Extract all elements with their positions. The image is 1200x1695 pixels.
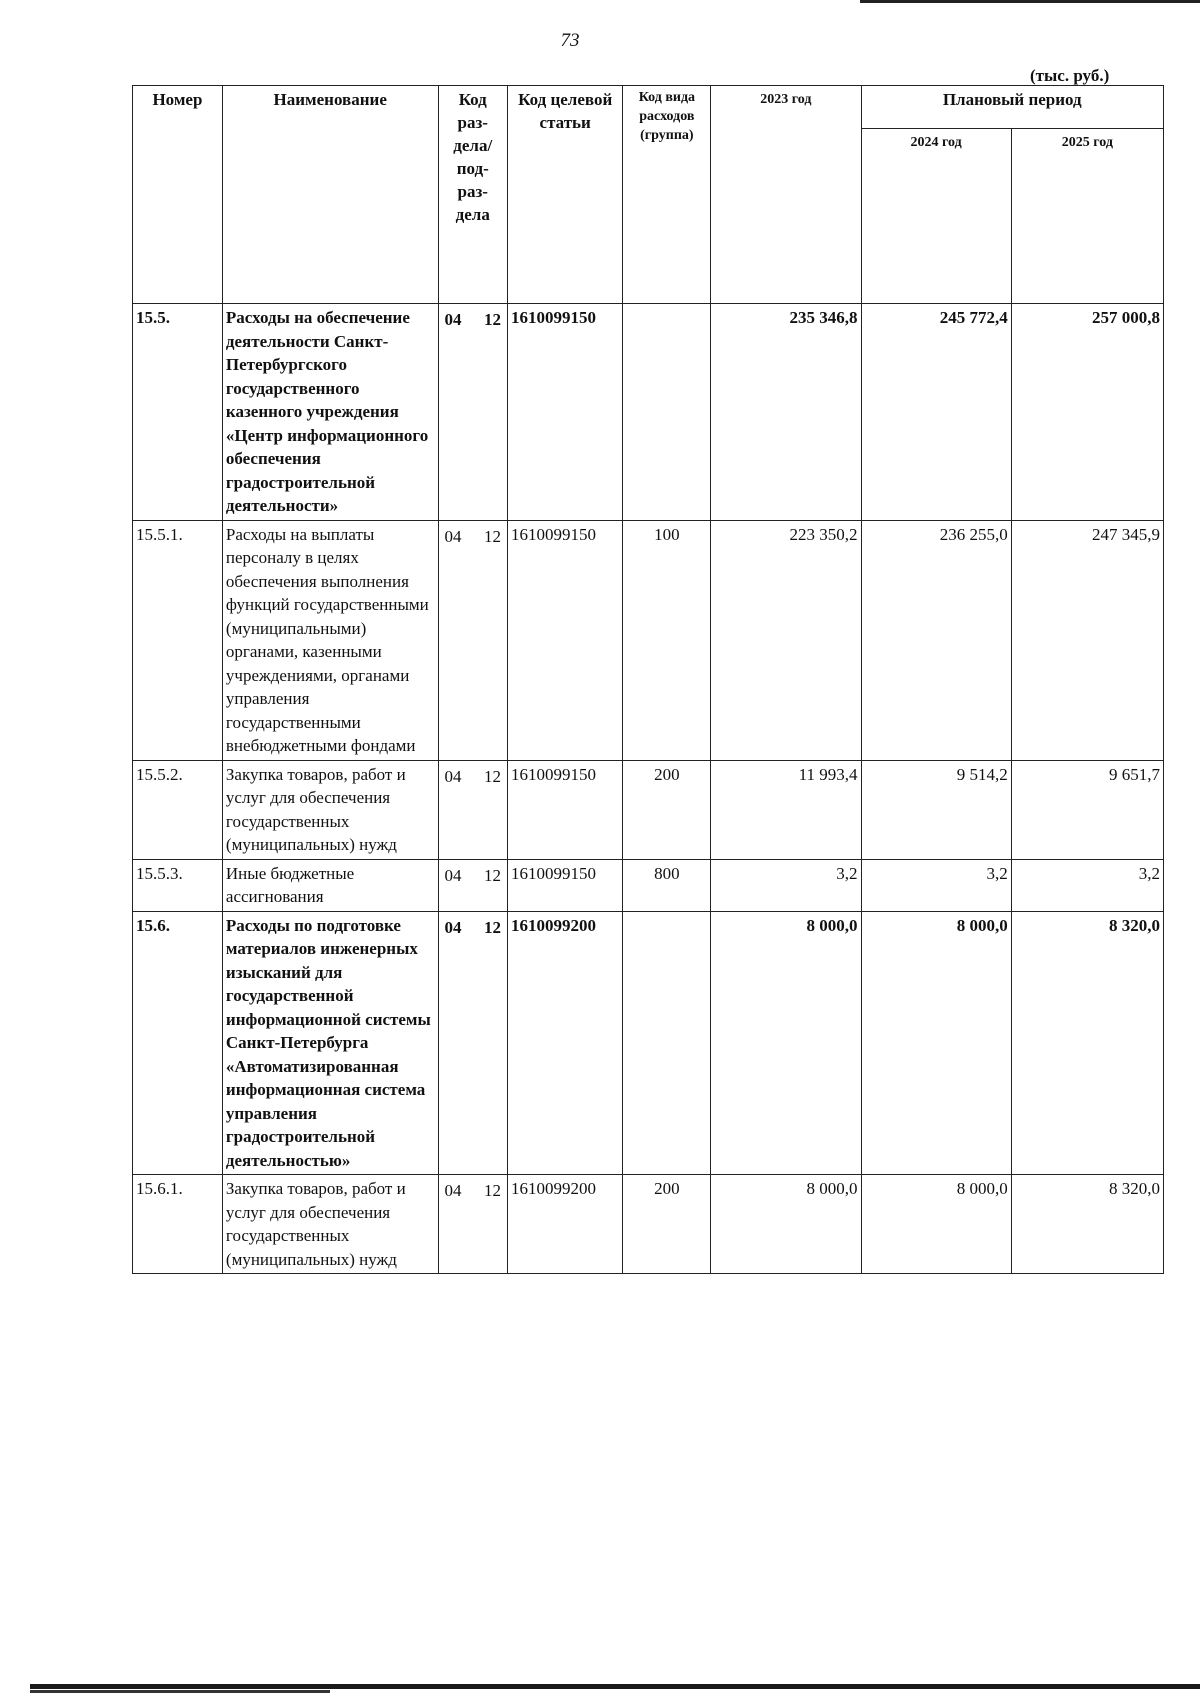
subsection-code: 12	[483, 526, 501, 546]
header-name: Наименование	[222, 86, 438, 304]
section-code-pair	[442, 1177, 504, 1205]
table-body	[133, 304, 1164, 1274]
table-row	[133, 1175, 1164, 1274]
units-label: (тыс. руб.)	[1030, 66, 1110, 85]
row-section-code	[438, 304, 507, 521]
section-code: 04	[444, 766, 462, 786]
section-code-pair	[442, 523, 504, 551]
table-row	[133, 520, 1164, 760]
row-value-2025: 8 320,0	[1011, 1175, 1163, 1274]
row-value-2025: 9 651,7	[1011, 760, 1163, 859]
row-section-code	[438, 911, 507, 1175]
row-number: 15.5.1.	[133, 520, 223, 760]
row-target-code: 1610099150	[507, 859, 622, 911]
table-row	[133, 760, 1164, 859]
row-value-2025: 3,2	[1011, 859, 1163, 911]
section-code-pair	[442, 862, 504, 890]
row-value-2025: 8 320,0	[1011, 911, 1163, 1175]
row-value-2023: 235 346,8	[711, 304, 861, 521]
header-kind-code: Код вида расходов (группа)	[623, 86, 711, 304]
row-value-2024: 8 000,0	[861, 911, 1011, 1175]
header-number: Номер	[133, 86, 223, 304]
section-code: 04	[444, 526, 462, 546]
subsection-code: 12	[483, 865, 501, 885]
section-code-pair	[442, 763, 504, 791]
section-code: 04	[444, 917, 462, 937]
table-row	[133, 859, 1164, 911]
header-target-code: Код целевой статьи	[507, 86, 622, 304]
row-number: 15.5.	[133, 304, 223, 521]
row-value-2023: 11 993,4	[711, 760, 861, 859]
subsection-code: 12	[483, 1181, 501, 1200]
section-code: 04	[444, 310, 462, 329]
row-target-code: 1610099150	[507, 760, 622, 859]
row-value-2025: 247 345,9	[1011, 520, 1163, 760]
top-rule	[860, 0, 1200, 3]
row-kind-code: 100	[623, 520, 711, 760]
row-section-code	[438, 520, 507, 760]
row-value-2023: 8 000,0	[711, 911, 861, 1175]
header-plan-period: Плановый период	[861, 86, 1164, 129]
row-value-2023: 3,2	[711, 859, 861, 911]
section-code-pair	[442, 914, 504, 942]
row-kind-code: 200	[623, 760, 711, 859]
row-value-2024: 245 772,4	[861, 304, 1011, 521]
row-value-2025: 257 000,8	[1011, 304, 1163, 521]
bottom-rule-secondary	[30, 1690, 330, 1693]
row-section-code	[438, 859, 507, 911]
row-name: Иные бюджетные ассигнования	[222, 859, 438, 911]
row-section-code	[438, 1175, 507, 1274]
row-kind-code: 800	[623, 859, 711, 911]
row-kind-code	[623, 304, 711, 521]
budget-table	[132, 85, 1164, 1274]
header-year-2023: 2023 год	[711, 86, 861, 304]
row-number: 15.6.1.	[133, 1175, 223, 1274]
row-name: Расходы на выплаты персоналу в целях обеспечения выполнения функций государственными (муниципальными) органами, казенными учреждениями, органами управления государственными внебюджетными фондами	[222, 520, 438, 760]
row-number: 15.5.3.	[133, 859, 223, 911]
header-year-2025: 2025 год	[1011, 129, 1163, 304]
row-value-2024: 8 000,0	[861, 1175, 1011, 1274]
row-value-2023: 8 000,0	[711, 1175, 861, 1274]
section-code: 04	[444, 865, 462, 885]
row-section-code	[438, 760, 507, 859]
row-kind-code	[623, 911, 711, 1175]
row-kind-code: 200	[623, 1175, 711, 1274]
row-target-code: 1610099150	[507, 520, 622, 760]
page-number: 73	[560, 30, 580, 51]
row-value-2024: 236 255,0	[861, 520, 1011, 760]
bottom-rule	[30, 1684, 1200, 1689]
row-target-code: 1610099200	[507, 911, 622, 1175]
subsection-code: 12	[483, 766, 501, 786]
section-code-pair	[442, 306, 504, 334]
subsection-code: 12	[483, 310, 501, 329]
table-row	[133, 304, 1164, 521]
header-row	[133, 86, 1164, 129]
table-row	[133, 911, 1164, 1175]
row-name: Закупка товаров, работ и услуг для обеспечения государственных (муниципальных) нужд	[222, 760, 438, 859]
row-number: 15.5.2.	[133, 760, 223, 859]
row-value-2024: 9 514,2	[861, 760, 1011, 859]
row-target-code: 1610099200	[507, 1175, 622, 1274]
header-year-2024: 2024 год	[861, 129, 1011, 304]
row-target-code: 1610099150	[507, 304, 622, 521]
subsection-code: 12	[483, 917, 501, 937]
header-section-code: Код раз-дела/ под-раз-дела	[438, 86, 507, 304]
row-value-2023: 223 350,2	[711, 520, 861, 760]
row-name: Расходы на обеспечение деятельности Санкт-Петербургского государственного казенного учреждения «Центр информационного обеспечения градостроительной деятельности»	[222, 304, 438, 521]
row-number: 15.6.	[133, 911, 223, 1175]
section-code: 04	[444, 1181, 462, 1200]
row-name: Расходы по подготовке материалов инженерных изысканий для государственной информационной системы Санкт-Петербурга «Автоматизированная информационная система управления градостроительной деятельностью»	[222, 911, 438, 1175]
row-name: Закупка товаров, работ и услуг для обеспечения государственных (муниципальных) нужд	[222, 1175, 438, 1274]
row-value-2024: 3,2	[861, 859, 1011, 911]
